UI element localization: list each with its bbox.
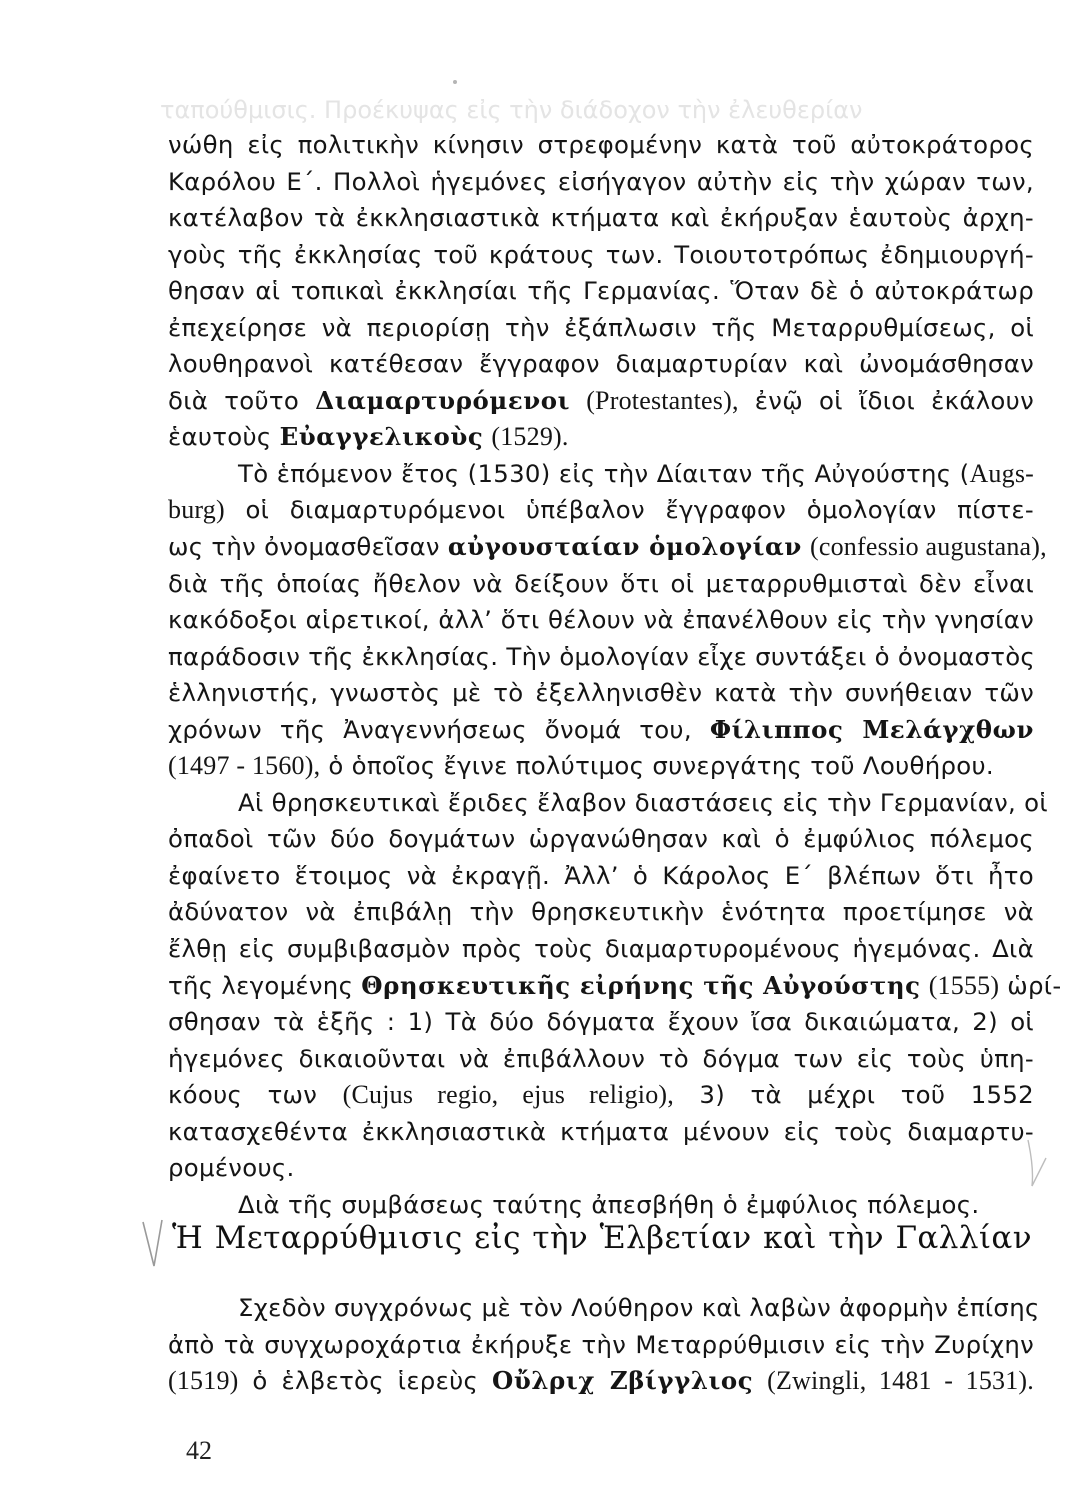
- text-line: [168, 419, 1034, 456]
- text-run: (confessio augustana),: [809, 532, 1047, 562]
- text-run: Διὰ τῆς συμβάσεως ταύτης ἀπεσβήθη ὁ ἐμφύλιος πόλεμος.: [238, 1189, 980, 1219]
- text-run: ὀπαδοὶ τῶν δύο δογμάτων ὡργανώθησαν καὶ ὁ ἐμφύλιος πόλεμος: [168, 824, 1034, 854]
- text-line: [168, 529, 1047, 566]
- text-line: [168, 200, 1034, 237]
- text-line: [168, 1290, 1040, 1327]
- text-run: θησαν αἱ τοπικαὶ ἐκκλησίαι τῆς Γερμανίας. Ὅταν δὲ ὁ αὐτοκράτωρ: [168, 276, 1034, 306]
- text-run: ἐπεχείρησε νὰ περιορίσῃ τὴν ἐξάπλωσιν τῆς Μεταρρυθμίσεως, οἱ: [168, 312, 1034, 342]
- bleed-through-text: ταπούθμισις. Προέκυψας εἰς τὴν διάδοχον τὴν ἐλευθερίαν: [160, 96, 863, 124]
- text-line: [168, 712, 1034, 749]
- paragraph-5: [168, 1290, 1040, 1400]
- text-line: [168, 1114, 1034, 1151]
- text-run: κατασχεθέντα ἐκκλησιαστικὰ κτήματα μένουν εἰς τοὺς διαμαρτυ-: [168, 1116, 1034, 1146]
- section-heading: Ἡ Μεταρρύθμισις εἰς τὴν Ἑλβετίαν καὶ τὴν Γαλλίαν: [172, 1220, 1032, 1256]
- text-run: γοὺς τῆς ἐκκλησίας τοῦ κράτους των. Τοιουτοτρόπως ἐδημιουργή-: [168, 239, 1034, 269]
- text-line: [168, 237, 1034, 274]
- text-run: ἀδύνατον νὰ ἐπιβάλῃ τὴν θρησκευτικὴν ἑνότητα προετίμησε νὰ: [168, 897, 1034, 927]
- text-run: [570, 386, 586, 415]
- text-run: ἐνῷ οἱ ἴδιοι ἐκάλουν: [738, 385, 1034, 415]
- text-run: (1555): [928, 970, 1000, 1000]
- text-run: [753, 1366, 767, 1395]
- text-run: Αἱ θρησκευτικαὶ ἔριδες ἔλαβον διαστάσεις εἰς τὴν Γερμανίαν, οἱ: [238, 787, 1048, 817]
- text-line: [168, 1150, 1034, 1187]
- page-number: 42: [186, 1436, 212, 1465]
- text-line: [168, 1004, 1034, 1041]
- text-run: τῆς λεγομένης: [168, 970, 362, 1000]
- text-run: (1529).: [491, 422, 569, 452]
- text-run: Καρόλου Ε΄. Πολλοὶ ἡγεμόνες εἰσήγαγον αὐτὴν εἰς τὴν χώραν των,: [168, 166, 1034, 196]
- text-run: (Zwingli, 1481 - 1531).: [767, 1366, 1034, 1396]
- text-run: [802, 532, 810, 561]
- text-run: ἡγεμόνες δικαιοῦνται νὰ ἐπιβάλλουν τὸ δόγμα των εἰς τοὺς ὑπη-: [168, 1043, 1034, 1073]
- text-run: ἑλληνιστής, γνωστὸς μὲ τὸ ἐξελληνισθὲν κατὰ τὴν συνήθειαν τῶν: [168, 678, 1034, 708]
- text-line: [168, 785, 1048, 822]
- margin-pencil-mark-icon: [140, 1218, 166, 1270]
- text-run: ἀπὸ τὰ συγχωροχάρτια ἐκήρυξε τὴν Μεταρρύθμισιν εἰς τὴν Ζυρίχην: [168, 1329, 1034, 1359]
- paragraph-3: [168, 785, 1062, 1187]
- text-line: [168, 1187, 1034, 1224]
- body-text-lower: [168, 1290, 1040, 1400]
- text-run: (1519): [168, 1366, 239, 1396]
- text-line: [168, 273, 1034, 310]
- text-line: [168, 821, 1034, 858]
- text-run: ἔλθῃ εἰς συμβιβασμὸν πρὸς τοὺς διαμαρτυρομένους ἡγεμόνας. Διὰ: [168, 934, 1034, 964]
- text-run: κόους των: [168, 1080, 343, 1110]
- text-run: ως τὴν ὀνομασθεῖσαν: [168, 532, 448, 562]
- text-line: [168, 127, 1034, 164]
- text-line: [168, 931, 1034, 968]
- text-run: Augs-: [969, 458, 1034, 488]
- paragraph-2: [168, 456, 1047, 785]
- bold-term: Οὔλριχ Ζβίγγλιος: [491, 1366, 754, 1396]
- bold-term: αὐγουσταίαν ὁμολογίαν: [447, 532, 802, 562]
- text-run: διὰ τῆς ὁποίας ἤθελον νὰ δείξουν ὅτι οἱ μεταρρυθμισταὶ δὲν εἶναι: [168, 568, 1034, 598]
- text-line: [168, 748, 1034, 785]
- text-line: [168, 1077, 1034, 1114]
- text-run: (Cujus regio, ejus religio),: [342, 1080, 674, 1110]
- text-run: χρόνων τῆς Ἀναγεννήσεως ὄνομά του,: [168, 714, 710, 744]
- text-line: [168, 858, 1034, 895]
- text-line: [168, 383, 1034, 420]
- text-line: [168, 346, 1034, 383]
- text-line: [168, 1041, 1034, 1078]
- text-line: [168, 1327, 1034, 1364]
- text-line: [168, 639, 1034, 676]
- text-run: [921, 971, 929, 1000]
- paragraph-1: [168, 127, 1034, 456]
- text-line: [168, 894, 1034, 931]
- text-run: Σχεδὸν συγχρόνως μὲ τὸν Λούθηρον καὶ λαβὼν ἀφορμὴν ἐπίσης: [238, 1293, 1040, 1322]
- text-run: κακόδοξοι αἱρετικοί, ἀλλ’ ὅτι θέλουν νὰ ἐπανέλθουν εἰς τὴν γνησίαν: [168, 605, 1034, 635]
- bold-term: Διαμαρτυρόμενοι: [315, 385, 571, 415]
- text-line: [168, 310, 1034, 347]
- text-line: [168, 675, 1034, 712]
- scan-speck: [453, 80, 457, 84]
- text-run: Τὸ ἑπόμενον ἔτος (1530) εἰς τὴν Δίαιταν τῆς Αὐγούστης (: [238, 458, 970, 488]
- text-run: νώθη εἰς πολιτικὴν κίνησιν στρεφομένην κατὰ τοῦ αὐτοκράτορος: [168, 130, 1034, 159]
- text-line: [168, 566, 1034, 603]
- text-run: (Protestantes),: [586, 385, 739, 415]
- text-run: ὁ ἑλβετὸς ἱερεὺς: [238, 1366, 492, 1396]
- text-run: παράδοσιν τῆς ἐκκλησίας. Τὴν ὁμολογίαν εἶχε συντάξει ὁ ὀνομαστὸς: [168, 641, 1036, 671]
- text-run: ρομένους.: [168, 1153, 295, 1183]
- text-run: λουθηρανοὶ κατέθεσαν ἔγγραφον διαμαρτυρίαν καὶ ὠνομάσθησαν: [168, 349, 1034, 379]
- text-run: οἱ διαμαρτυρόμενοι ὑπέβαλον ἔγγραφον ὁμολογίαν πίστε-: [224, 495, 1034, 525]
- body-text-upper: [168, 127, 1062, 1223]
- text-run: ὡρί-: [999, 970, 1062, 1000]
- text-run: (1497 - 1560),: [168, 751, 321, 781]
- margin-pencil-stroke-icon: [1026, 1138, 1048, 1188]
- text-run: burg): [168, 495, 225, 525]
- text-run: ἑαυτοὺς: [168, 422, 280, 452]
- text-run: κατέλαβον τὰ ἐκκλησιαστικὰ κτήματα καὶ ἐκήρυξαν ἑαυτοὺς ἀρχη-: [168, 203, 1034, 233]
- text-run: ἐφαίνετο ἕτοιμος νὰ ἐκραγῇ. Ἀλλ’ ὁ Κάρολος Ε΄ βλέπων ὅτι ἦτο: [168, 860, 1034, 890]
- text-run: σθησαν τὰ ἑξῆς : 1) Τὰ δύο δόγματα ἔχουν ἴσα δικαιώματα, 2) οἱ: [168, 1007, 1034, 1037]
- bold-term: Εὐαγγελικοὺς: [279, 422, 484, 452]
- text-line: [168, 602, 1034, 639]
- text-line: [168, 1363, 1034, 1400]
- text-line: [168, 456, 1034, 493]
- paragraph-4: [168, 1187, 1034, 1224]
- text-run: 3) τὰ μέχρι τοῦ 1552: [674, 1080, 1034, 1110]
- text-run: διὰ τοῦτο: [168, 385, 316, 415]
- text-line: [168, 164, 1034, 201]
- text-run: ὁ ὁποῖος ἔγινε πολύτιμος συνεργάτης τοῦ Λουθήρου.: [320, 751, 994, 781]
- bold-term: Θρησκευτικῆς εἰρήνης τῆς Αὐγούστης: [361, 970, 921, 1000]
- text-line: [168, 968, 1062, 1005]
- text-line: [168, 492, 1034, 529]
- bold-term: Φίλιππος Μελάγχθων: [709, 714, 1034, 744]
